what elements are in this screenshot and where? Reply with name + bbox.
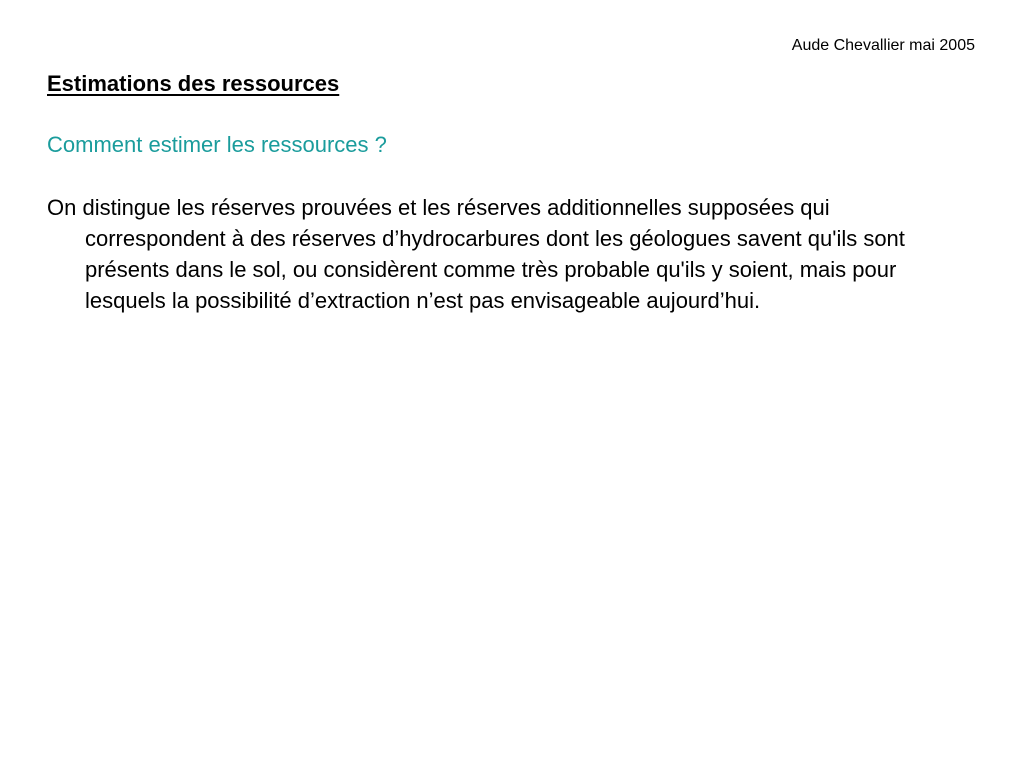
author-credit: Aude Chevallier mai 2005	[791, 37, 975, 54]
slide-title: Estimations des ressources	[47, 71, 340, 96]
slide-subtitle: Comment estimer les ressources ?	[47, 132, 387, 157]
body-paragraph: On distingue les réserves prouvées et les réserves additionnelles supposées qui correspondent à des réserves d’hydrocarbures dont les géologues savent qu'ils sont présents dans le sol, ou considèrent comme très probable qu'ils y soient, mais pour lesquels la possibilité d’extraction n’est pas envisageable aujourd’hui.	[47, 195, 905, 313]
